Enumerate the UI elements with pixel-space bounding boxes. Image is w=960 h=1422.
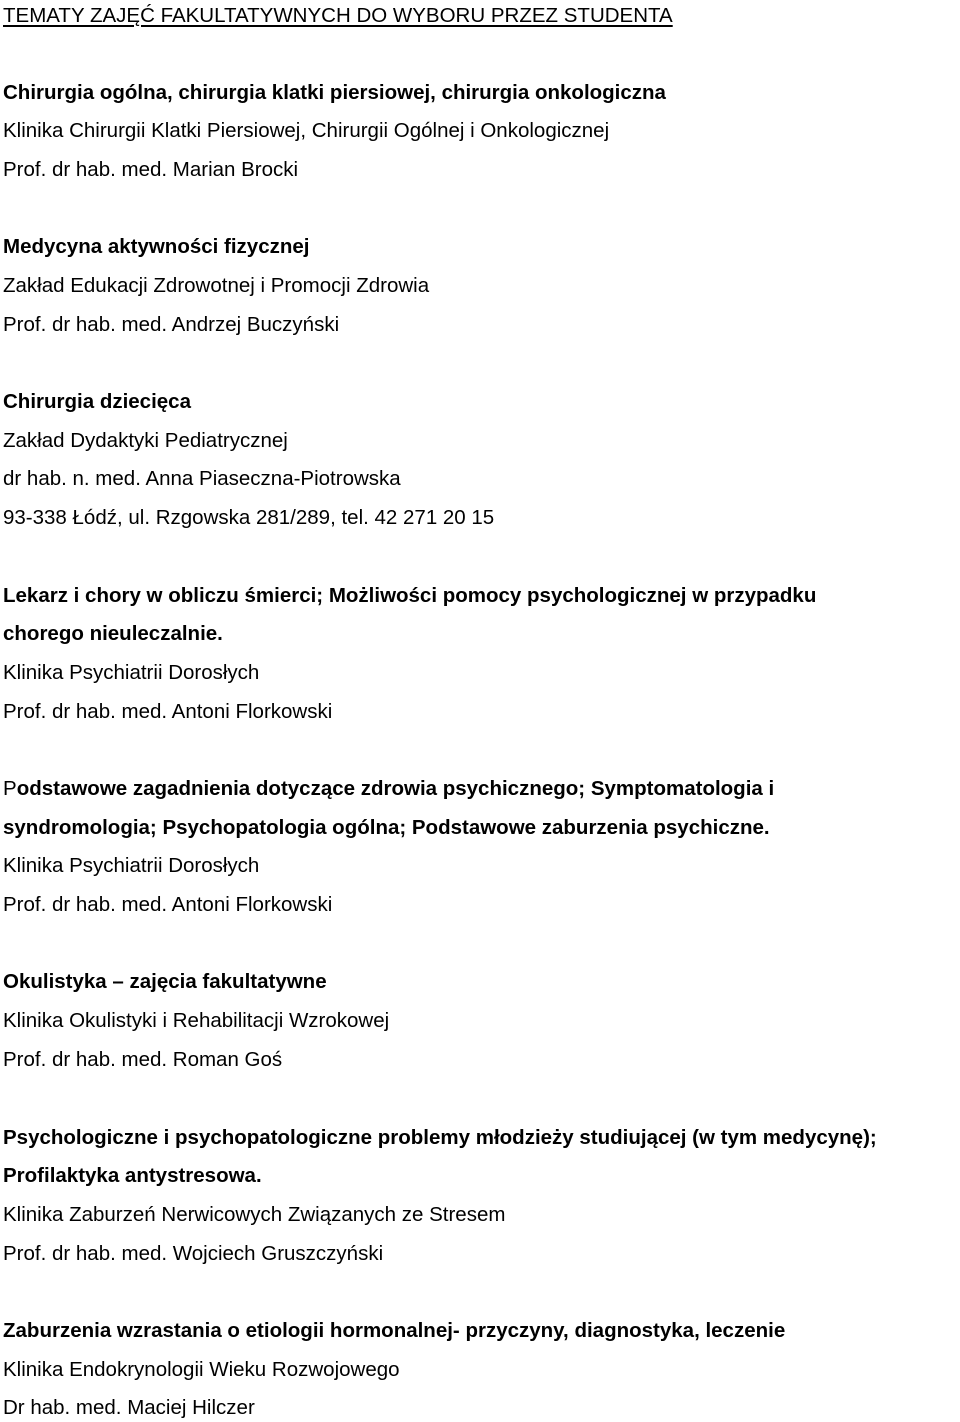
topic-unit: Klinika Endokrynologii Wieku Rozwojowego: [3, 1358, 400, 1381]
topic-title-continued: chorego nieuleczalnie.: [3, 622, 223, 645]
topic-title: Medycyna aktywności fizycznej: [3, 235, 310, 258]
document-heading: TEMATY ZAJĘĆ FAKULTATYWNYCH DO WYBORU PRZEZ STUDENTA: [3, 4, 673, 27]
topic-unit: Zakład Edukacji Zdrowotnej i Promocji Zdrowia: [3, 274, 430, 297]
topic-lecturer: Prof. dr hab. med. Marian Brocki: [3, 158, 299, 181]
topic-title-continued: Profilaktyka antystresowa.: [3, 1164, 262, 1187]
topic-title-first-letter: P: [3, 777, 17, 800]
topic-title: Chirurgia dziecięca: [3, 390, 191, 413]
topic-unit: Klinika Psychiatrii Dorosłych: [3, 661, 260, 684]
topic-title: Lekarz i chory w obliczu śmierci; Możliwości pomocy psychologicznej w przypadku: [3, 584, 817, 607]
topic-lecturer: Prof. dr hab. med. Wojciech Gruszczyński: [3, 1242, 384, 1265]
topic-lecturer: Prof. dr hab. med. Antoni Florkowski: [3, 700, 333, 723]
topic-address: 93-338 Łódź, ul. Rzgowska 281/289, tel. 42 271 20 15: [3, 506, 495, 529]
topic-unit: Klinika Zaburzeń Nerwicowych Związanych ze Stresem: [3, 1203, 506, 1226]
topic-lecturer: Dr hab. med. Maciej Hilczer: [3, 1396, 255, 1419]
topic-lecturer: dr hab. n. med. Anna Piaseczna-Piotrowska: [3, 467, 401, 490]
topic-lecturer: Prof. dr hab. med. Andrzej Buczyński: [3, 313, 340, 336]
topic-lecturer: Prof. dr hab. med. Roman Goś: [3, 1048, 283, 1071]
topic-unit: Zakład Dydaktyki Pediatrycznej: [3, 429, 288, 452]
topic-title: [3, 777, 774, 801]
topic-title: Psychologiczne i psychopatologiczne problemy młodzieży studiującej (w tym medycynę);: [3, 1126, 877, 1149]
topic-title: Okulistyka – zajęcia fakultatywne: [3, 970, 327, 993]
topic-title: Chirurgia ogólna, chirurgia klatki piersiowej, chirurgia onkologiczna: [3, 81, 666, 104]
topic-lecturer: Prof. dr hab. med. Antoni Florkowski: [3, 893, 333, 916]
topic-title: Zaburzenia wzrastania o etiologii hormonalnej- przyczyny, diagnostyka, leczenie: [3, 1319, 786, 1342]
topic-unit: Klinika Chirurgii Klatki Piersiowej, Chirurgii Ogólnej i Onkologicznej: [3, 119, 610, 142]
topic-title-rest: odstawowe zagadnienia dotyczące zdrowia psychicznego; Symptomatologia i: [16, 777, 775, 800]
topic-unit: Klinika Psychiatrii Dorosłych: [3, 854, 260, 877]
topic-title-continued: syndromologia; Psychopatologia ogólna; Podstawowe zaburzenia psychiczne.: [3, 816, 770, 839]
topic-unit: Klinika Okulistyki i Rehabilitacji Wzrokowej: [3, 1009, 390, 1032]
